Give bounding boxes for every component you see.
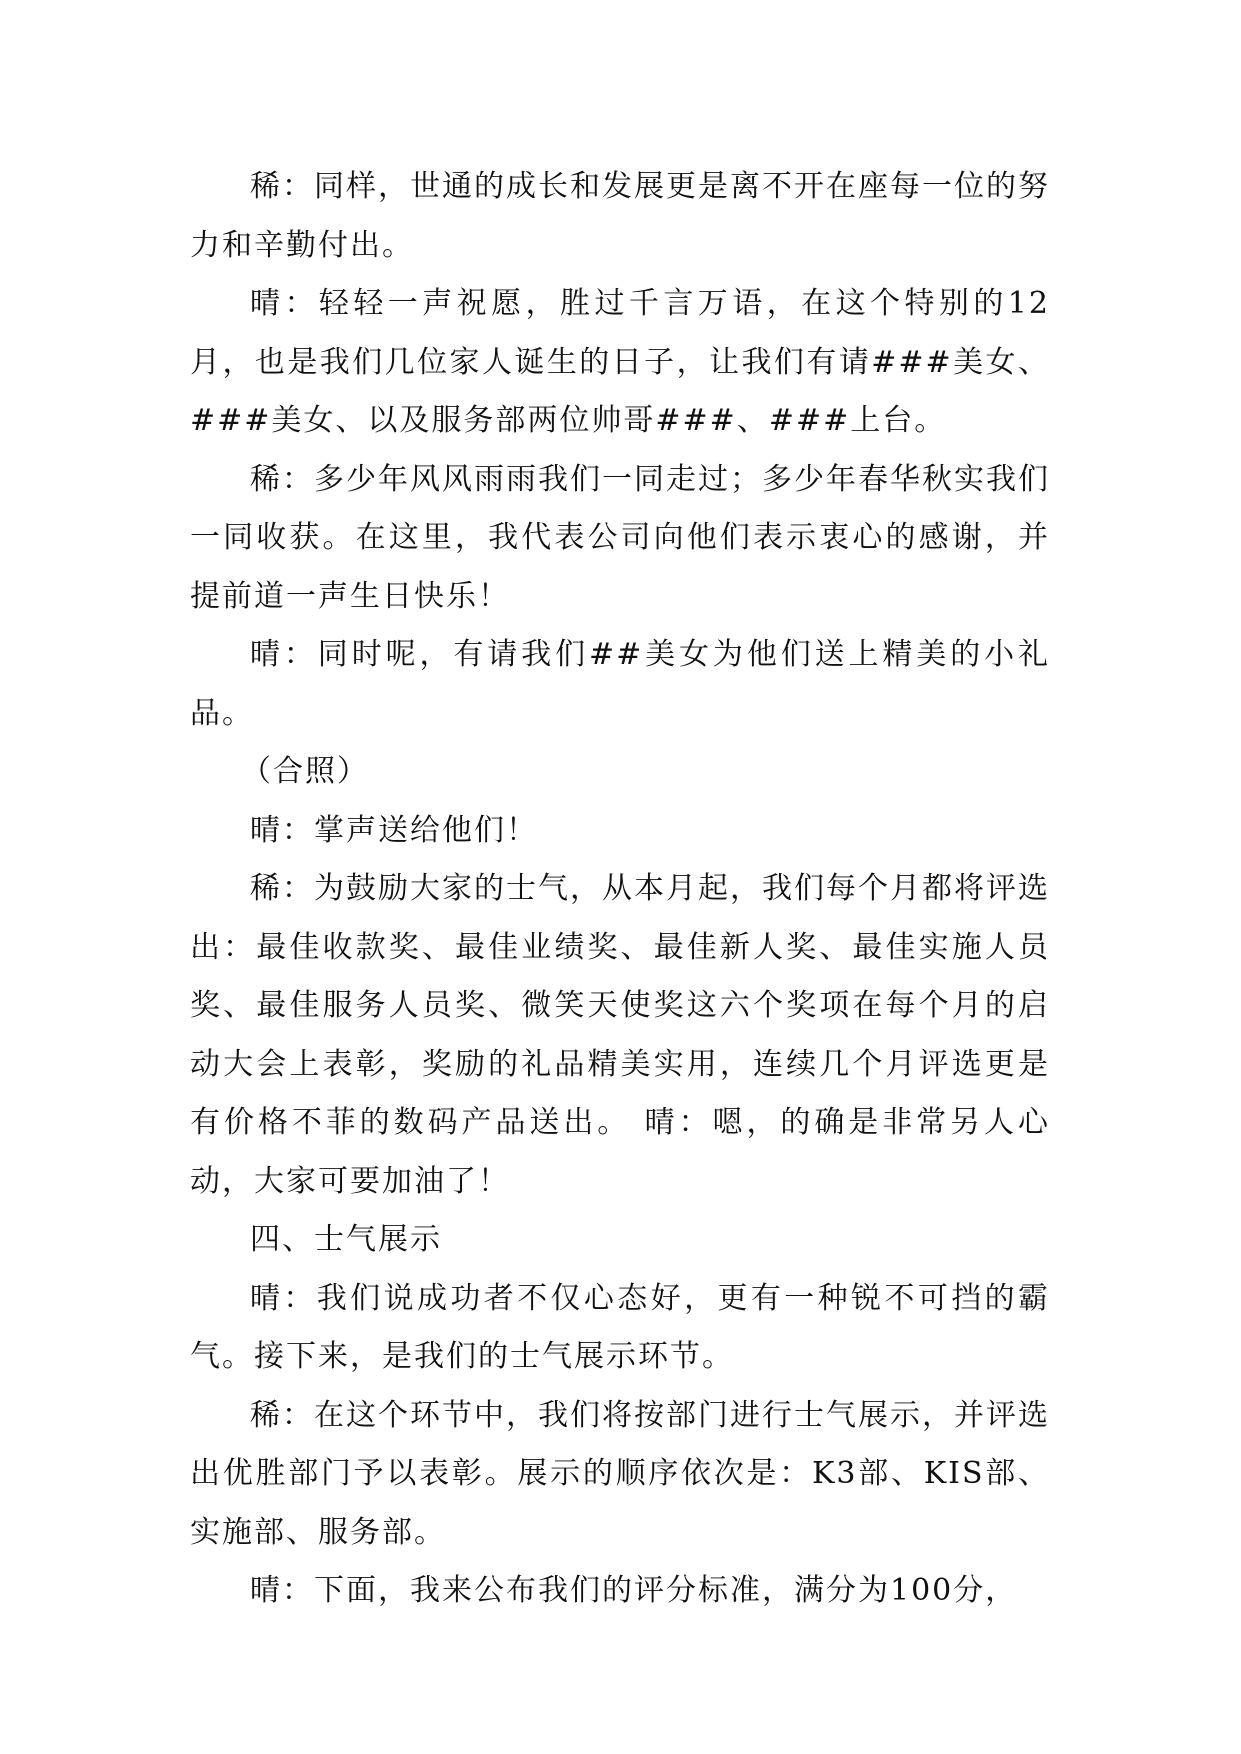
paragraph: 晴：我们说成功者不仅心态好，更有一种锐不可挡的霸气。接下来，是我们的士气展示环节。 <box>190 1280 1050 1374</box>
paragraph: 晴：同时呢，有请我们##美女为他们送上精美的小礼品。 <box>190 637 1050 731</box>
paragraph: 晴：下面，我来公布我们的评分标准，满分为100分， <box>250 1573 1018 1608</box>
paragraph: 稀：同样，世通的成长和发展更是离不开在座每一位的努力和辛勤付出。 <box>190 169 1050 263</box>
stage-direction: （合照） <box>241 754 369 789</box>
document-body <box>190 158 1050 1621</box>
paragraph: 稀：为鼓励大家的士气，从本月起，我们每个月都将评选出：最佳收款奖、最佳业绩奖、最佳新人奖、最佳实施人员奖、最佳服务人员奖、微笑天使奖这六个奖项在每个月的启动大会上表彰，奖励的礼品精美实用，连续几个月评选更是有价格不菲的数码产品送出。 晴：嗯，的确是非常另人心动，大家可要加油了！ <box>190 871 1050 1199</box>
paragraph: 晴：掌声送给他们！ <box>250 812 538 848</box>
paragraph: 稀：在这个环节中，我们将按部门进行士气展示，并评选出优胜部门予以表彰。展示的顺序依次是：K3部、KIS部、实施部、服务部。 <box>190 1397 1050 1550</box>
paragraph: 晴：轻轻一声祝愿，胜过千言万语，在这个特别的12月，也是我们几位家人诞生的日子，让我们有请###美女、###美女、以及服务部两位帅哥###、###上台。 <box>190 286 1050 438</box>
paragraph: 稀：多少年风风雨雨我们一同走过；多少年春华秋实我们一同收获。在这里，我代表公司向他们表示衷心的感谢，并提前道一声生日快乐！ <box>190 461 1050 614</box>
section-heading: 四、士气展示 <box>250 1222 442 1257</box>
